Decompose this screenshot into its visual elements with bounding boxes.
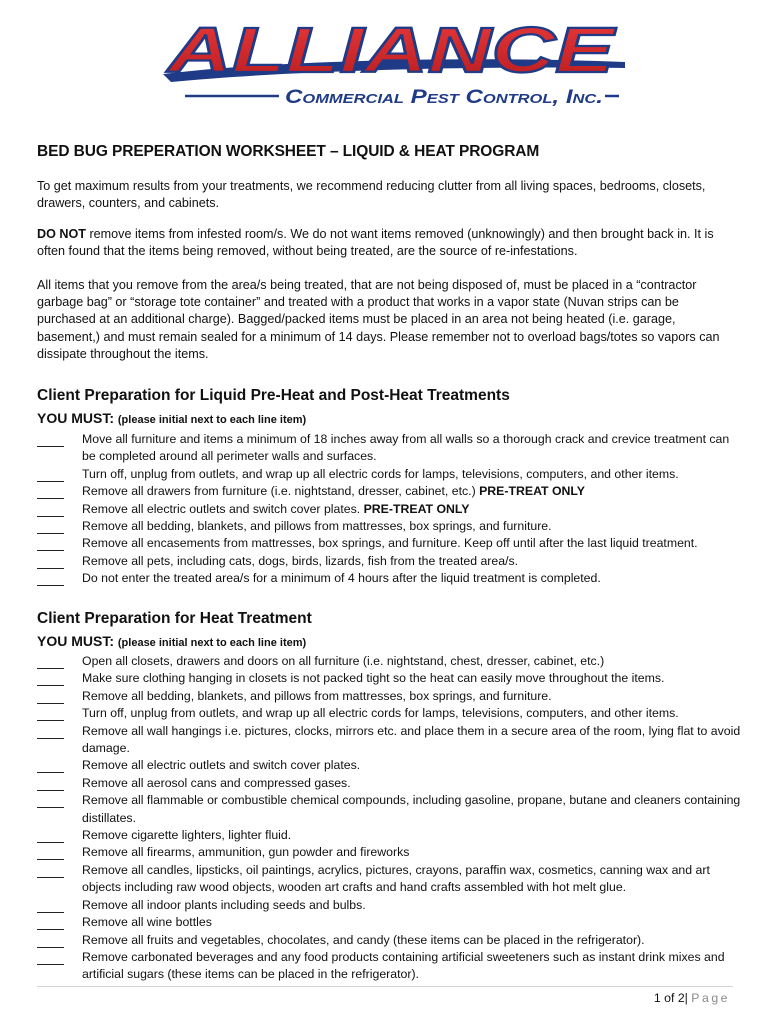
logo-wordmark: ALLIANCE: [165, 16, 618, 86]
intro-paragraph-1: To get maximum results from your treatments, we recommend reducing clutter from all living spaces, bedrooms, closets, drawers, counters, and cabinets.: [37, 179, 706, 211]
alliance-logo: [157, 16, 627, 114]
page-number: 1 of 2|: [653, 991, 688, 1005]
list-item: Remove all wine bottles: [82, 915, 212, 930]
you-must-label: YOU MUST: (please initial next to each line item): [37, 633, 307, 649]
checklist-liquid: [37, 431, 742, 588]
intro-paragraph-2: DO NOT remove items from infested room/s. We do not want items removed (unknowingly) and then brought back in. It is often found that the items being removed, without being treated, are the source of re-infestations.: [37, 227, 714, 259]
list-item: Remove all bedding, blankets, and pillows from mattresses, box springs, and furniture.: [82, 688, 552, 703]
intro-paragraph-3: All items that you remove from the area/s being treated, that are not being disposed of, must be placed in a “contractor garbage bag” or “storage tote container” and treated with a product that works in a vapor state (Nuvan strips can be purchased at an additional charge). Bagged/packed items must be placed in an area not being heated (i.e. garage, basement,) and must remain sealed for a minimum of 14 days. Please remember not to overload bags/totes so vapors can dissipate throughout the items.: [37, 278, 720, 361]
list-item: Remove all encasements from mattresses, box springs, and furniture. Keep off until after the last liquid treatment.: [82, 536, 698, 551]
page-footer: [654, 991, 730, 1005]
list-item: Remove all candles, lipsticks, oil paintings, acrylics, pictures, crayons, paraffin wax, cosmetics, canning wax and art objects including raw wood objects, wooden art crafts and hand crafts assembled with hot melt glue.: [82, 862, 710, 895]
list-item: Turn off, unplug from outlets, and wrap up all electric cords for lamps, televisions, computers, and other items.: [82, 706, 679, 721]
list-item: Remove carbonated beverages and any food products containing artificial sweeteners such as instant drink mixes and artificial sugars (these items can be placed in the refrigerator).: [82, 949, 725, 982]
checklist-heat: [37, 653, 742, 984]
you-must-label: YOU MUST: (please initial next to each line item): [37, 410, 307, 426]
list-item: Remove all firearms, ammunition, gun powder and fireworks: [82, 845, 410, 860]
page-label: Page: [691, 991, 730, 1005]
list-item: Remove all electric outlets and switch cover plates.: [82, 758, 361, 773]
section-heading-liquid: Client Preparation for Liquid Pre-Heat and Post-Heat Treatments: [37, 387, 510, 404]
list-item: Remove all fruits and vegetables, chocolates, and candy (these items can be placed in the refrigerator).: [82, 932, 645, 947]
logo-tagline: Commercial Pest Control, Inc.: [285, 87, 603, 108]
list-item: Remove all wall hangings i.e. pictures, clocks, mirrors etc. and place them in a secure area of the room, lying flat to avoid damage.: [82, 723, 741, 756]
list-item: Remove all bedding, blankets, and pillows from mattresses, box springs, and furniture.: [82, 519, 552, 534]
section-heading-heat: Client Preparation for Heat Treatment: [37, 610, 312, 627]
list-item: Remove all aerosol cans and compressed gases.: [82, 775, 351, 790]
list-item: Remove all pets, including cats, dogs, birds, lizards, fish from the treated area/s.: [82, 553, 519, 568]
list-item: Remove all electric outlets and switch cover plates. PRE-TREAT ONLY: [82, 501, 470, 516]
list-item: Turn off, unplug from outlets, and wrap up all electric cords for lamps, televisions, computers, and other items.: [82, 466, 679, 481]
list-item: Remove all indoor plants including seeds and bulbs.: [82, 897, 366, 912]
list-item: Remove all drawers from furniture (i.e. nightstand, dresser, cabinet, etc.) PRE-TREAT ONLY: [82, 484, 585, 499]
worksheet-title: BED BUG PREPERATION WORKSHEET – LIQUID & HEAT PROGRAM: [37, 143, 540, 160]
list-item: Remove cigarette lighters, lighter fluid.: [82, 828, 292, 843]
list-item: Remove all flammable or combustible chemical compounds, including gasoline, propane, butane and cleaners containing distillates.: [82, 793, 741, 825]
list-item: Make sure clothing hanging in closets is not packed tight so the heat can easily move throughout the items.: [82, 671, 665, 686]
footer-divider: [37, 986, 733, 987]
list-item: Open all closets, drawers and doors on all furniture (i.e. nightstand, chest, dresser, cabinet, etc.): [82, 654, 605, 668]
list-item: Move all furniture and items a minimum of 18 inches away from all walls so a thorough crack and crevice treatment can be completed around all perimeter walls and surfaces.: [82, 432, 730, 464]
list-item: Do not enter the treated area/s for a minimum of 4 hours after the liquid treatment is completed.: [82, 571, 601, 586]
